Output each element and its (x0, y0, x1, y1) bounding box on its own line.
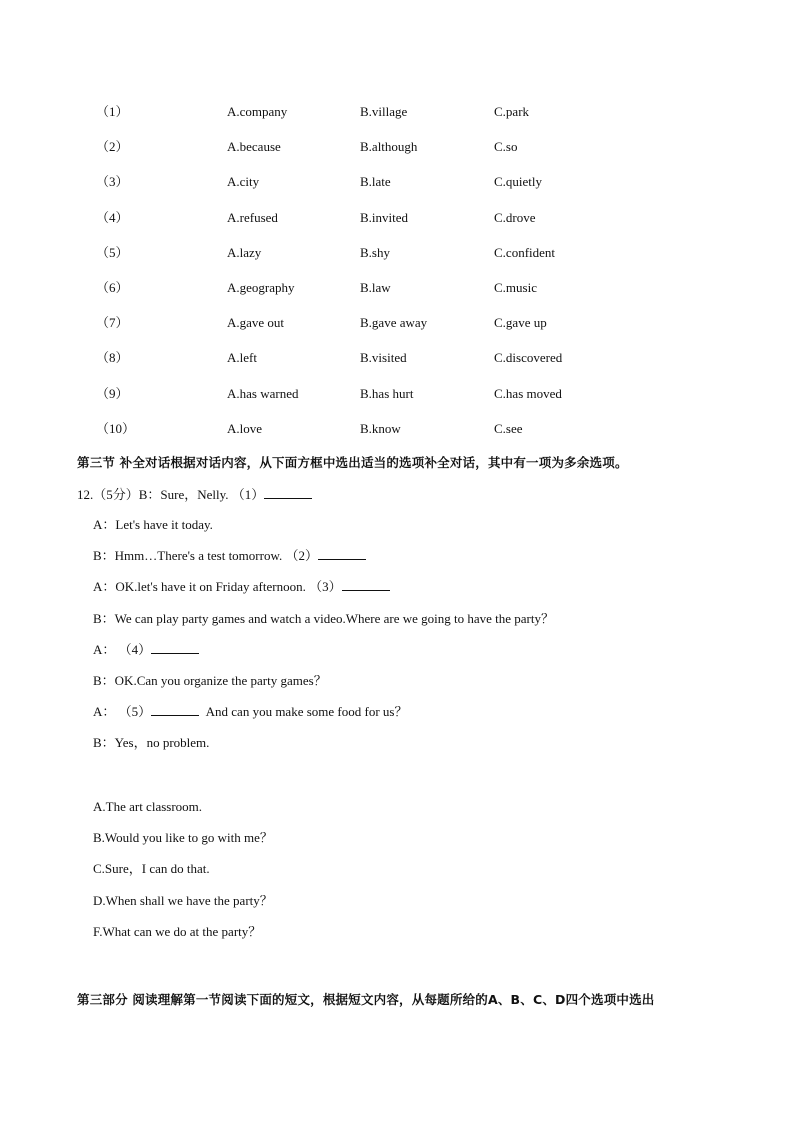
answer-blank[interactable] (151, 641, 199, 654)
choice-option-c: C.see (494, 420, 523, 436)
dialog-text: B：We can play party games and watch a video.Where are we going to have the party？ (93, 610, 554, 626)
answer-blank[interactable] (342, 578, 390, 591)
choice-option-a: A.company (227, 104, 288, 119)
choice-row (96, 137, 656, 172)
choice-option-a: A.city (227, 174, 260, 190)
dialog-line (93, 733, 554, 764)
choice-option-c: C.park (494, 104, 530, 119)
choice-option-b: B.know (360, 420, 401, 436)
choice-row (96, 384, 656, 419)
answer-options (93, 797, 273, 953)
choice-option-b: B.invited (360, 209, 409, 225)
choice-option-b: B.village (360, 104, 408, 119)
choice-row (96, 313, 656, 348)
choice-option-a: A.because (227, 139, 281, 155)
choice-row (96, 243, 656, 278)
choice-row (96, 348, 656, 383)
choice-option-a: A.gave out (227, 315, 285, 331)
choice-option-b: B.law (360, 279, 391, 295)
dialog-line (93, 546, 554, 577)
choice-option-a: A.lazy (227, 244, 262, 260)
choice-number: （10） (96, 420, 136, 436)
choice-option-a: A.left (227, 350, 257, 366)
choice-row (96, 172, 656, 207)
choice-number: （8） (96, 350, 129, 366)
choice-option-b: B.visited (360, 350, 407, 366)
option-item: A.The art classroom. (93, 799, 203, 814)
dialog-line (93, 671, 554, 702)
choice-option-c: C.quietly (494, 174, 543, 190)
choice-option-b: B.late (360, 174, 391, 190)
choice-option-b: B.shy (360, 244, 390, 260)
choice-option-c: C.gave up (494, 315, 547, 331)
choice-option-c: C.confident (494, 244, 556, 260)
dialog-line (93, 609, 554, 640)
choice-option-c: C.so (494, 139, 518, 155)
choice-number: （4） (96, 209, 129, 225)
choice-option-c: C.discovered (494, 350, 563, 366)
choice-number: （5） (96, 244, 129, 260)
dialog-line (93, 577, 554, 608)
choice-option-c: C.music (494, 279, 537, 295)
dialog (93, 515, 554, 765)
question-12-line (77, 484, 312, 503)
answer-blank[interactable] (264, 486, 312, 499)
option-item: B.Would you like to go with me？ (93, 830, 273, 846)
section-heading: 第三节 补全对话根据对话内容，从下面方框中选出适当的选项补全对话，其中有一项为多余选项。 (77, 455, 628, 470)
question-12-prefix: 12.（5分）B：Sure，Nelly. （1） (77, 487, 265, 502)
dialog-text: A： （4） (93, 641, 152, 657)
choice-option-b: B.although (360, 139, 418, 155)
choice-number: （6） (96, 279, 129, 295)
choice-number: （3） (96, 174, 129, 190)
dialog-line (93, 640, 554, 671)
choice-number: （9） (96, 385, 129, 401)
dialog-text-after: And can you make some food for us？ (199, 704, 408, 720)
choice-option-b: B.has hurt (360, 385, 414, 401)
choice-number: （2） (96, 139, 129, 155)
choice-table (96, 102, 656, 454)
choice-option-b: B.gave away (360, 315, 428, 331)
answer-blank[interactable] (151, 703, 199, 716)
answer-blank[interactable] (318, 547, 366, 560)
choice-option-a: A.geography (227, 279, 295, 295)
dialog-text: B：Hmm…There's a test tomorrow. （2） (93, 548, 318, 564)
dialog-text: A：Let's have it today. (93, 517, 213, 532)
part-heading: 第三部分 阅读理解第一节阅读下面的短文，根据短文内容，从每题所给的A、B、C、D四个选项中选出 (77, 992, 655, 1007)
dialog-text: B：OK.Can you organize the party games？ (93, 672, 327, 688)
choice-option-c: C.has moved (494, 385, 562, 401)
option-item: F.What can we do at the party？ (93, 923, 262, 939)
choice-option-a: A.refused (227, 209, 278, 225)
choice-row (96, 278, 656, 313)
choice-option-a: A.has warned (227, 385, 299, 401)
dialog-text: A： （5） (93, 704, 152, 720)
option-item: D.When shall we have the party？ (93, 892, 273, 908)
dialog-line (93, 702, 554, 733)
choice-option-c: C.drove (494, 209, 536, 225)
choice-row (96, 419, 656, 454)
dialog-text: A：OK.let's have it on Friday afternoon. （3） (93, 579, 342, 595)
choice-row (96, 102, 656, 137)
choice-number: （1） (96, 104, 129, 119)
choice-number: （7） (96, 315, 129, 331)
dialog-text: B：Yes，no problem. (93, 735, 210, 751)
choice-row (96, 208, 656, 243)
choice-option-a: A.love (227, 420, 263, 436)
dialog-line (93, 515, 554, 546)
option-item: C.Sure，I can do that. (93, 861, 210, 877)
